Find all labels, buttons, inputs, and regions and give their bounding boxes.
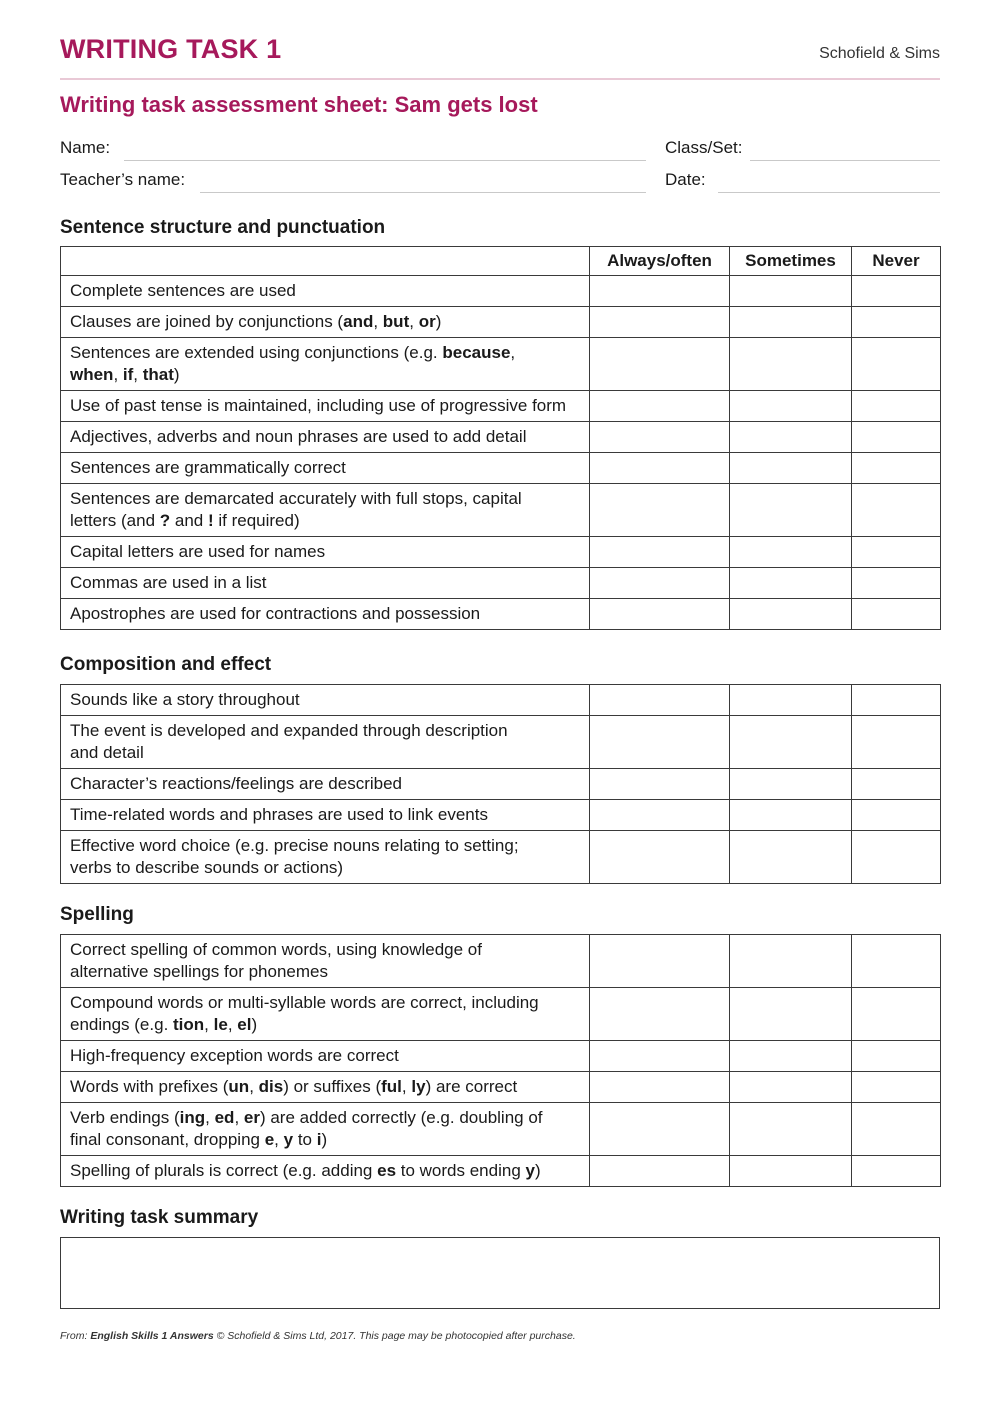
criterion-keyword: or [418, 312, 436, 331]
criteria-row [61, 769, 941, 800]
criterion-text: , [373, 312, 383, 331]
class-field[interactable] [750, 160, 940, 161]
criterion-label [61, 1103, 590, 1156]
criterion-label [61, 484, 590, 537]
criterion-text: Apostrophes are used for contractions and possession [70, 604, 481, 623]
always-often-cell[interactable] [590, 1072, 730, 1103]
never-cell[interactable] [852, 1156, 941, 1187]
criterion-text: , [227, 1015, 238, 1034]
never-cell[interactable] [852, 276, 941, 307]
footer [60, 1330, 576, 1342]
sometimes-cell[interactable] [730, 769, 852, 800]
always-often-cell[interactable] [590, 453, 730, 484]
always-often-cell[interactable] [590, 769, 730, 800]
sentence-table [60, 246, 941, 630]
criterion-keyword: es [377, 1161, 397, 1180]
sometimes-cell[interactable] [730, 453, 852, 484]
criterion-text: , [133, 365, 143, 384]
always-often-cell[interactable] [590, 338, 730, 391]
criterion-text: to words ending [396, 1161, 526, 1180]
criterion-text: Correct spelling of common words, using knowledge of [70, 940, 482, 959]
criteria-header [61, 247, 590, 276]
criteria-row [61, 800, 941, 831]
criterion-keyword: e [264, 1130, 275, 1149]
criterion-text: and [170, 511, 208, 530]
criteria-row [61, 1156, 941, 1187]
criterion-label [61, 307, 590, 338]
criterion-label [61, 276, 590, 307]
sometimes-cell[interactable] [730, 484, 852, 537]
sometimes-cell[interactable] [730, 988, 852, 1041]
criterion-label [61, 537, 590, 568]
criterion-keyword: when [70, 365, 114, 384]
criterion-text: ) or suffixes ( [283, 1077, 382, 1096]
always-often-cell[interactable] [590, 1103, 730, 1156]
always-often-cell[interactable] [590, 685, 730, 716]
always-often-cell[interactable] [590, 1041, 730, 1072]
footer-prefix: From: [60, 1330, 91, 1342]
sometimes-cell[interactable] [730, 338, 852, 391]
criterion-text: Adjectives, adverbs and noun phrases are used to add detail [70, 427, 527, 446]
criterion-label [61, 800, 590, 831]
sheet-title: Writing task assessment sheet: Sam gets lost [60, 92, 538, 117]
always-often-cell[interactable] [590, 831, 730, 884]
column-header-row [61, 247, 941, 276]
criteria-row [61, 422, 941, 453]
criterion-text: ) [435, 312, 442, 331]
always-often-header: Always/often [590, 247, 730, 276]
name-label: Name: [60, 138, 111, 157]
spelling-table [60, 934, 941, 1187]
criteria-row [61, 935, 941, 988]
criteria-row [61, 599, 941, 630]
always-often-cell[interactable] [590, 537, 730, 568]
criterion-keyword: y [283, 1130, 294, 1149]
criterion-text: Compound words or multi-syllable words are correct, including [70, 993, 539, 1012]
never-cell[interactable] [852, 391, 941, 422]
criteria-row [61, 1041, 941, 1072]
sometimes-cell[interactable] [730, 685, 852, 716]
criterion-label [61, 568, 590, 599]
composition-table [60, 684, 941, 884]
criterion-text: Complete sentences are used [70, 281, 296, 300]
criteria-row [61, 1072, 941, 1103]
criterion-text: , [113, 365, 123, 384]
sometimes-cell[interactable] [730, 831, 852, 884]
criterion-text: ) are correct [425, 1077, 518, 1096]
always-often-cell[interactable] [590, 307, 730, 338]
criterion-label [61, 391, 590, 422]
criterion-text: verbs to describe sounds or actions) [70, 858, 344, 877]
date-field[interactable] [718, 192, 940, 193]
criterion-label [61, 453, 590, 484]
criterion-text: The event is developed and expanded through description [70, 721, 508, 740]
criterion-label [61, 769, 590, 800]
criteria-row [61, 484, 941, 537]
name-field[interactable] [124, 160, 646, 161]
sometimes-cell[interactable] [730, 568, 852, 599]
sometimes-cell[interactable] [730, 1041, 852, 1072]
always-often-cell[interactable] [590, 276, 730, 307]
never-cell[interactable] [852, 568, 941, 599]
criterion-text: , [401, 1077, 412, 1096]
never-cell[interactable] [852, 935, 941, 988]
criterion-text: Sounds like a story throughout [70, 690, 300, 709]
criterion-label [61, 1041, 590, 1072]
criterion-text: Sentences are grammatically correct [70, 458, 346, 477]
sometimes-cell[interactable] [730, 422, 852, 453]
criterion-text: ) [321, 1130, 328, 1149]
criteria-row [61, 988, 941, 1041]
never-cell[interactable] [852, 338, 941, 391]
criteria-row [61, 831, 941, 884]
criterion-text: endings (e.g. [70, 1015, 174, 1034]
criterion-text: letters (and [70, 511, 160, 530]
criterion-text: Character’s reactions/feelings are described [70, 774, 402, 793]
criteria-row [61, 685, 941, 716]
criterion-keyword: i [316, 1130, 322, 1149]
sometimes-cell[interactable] [730, 599, 852, 630]
always-often-cell[interactable] [590, 800, 730, 831]
spelling-section-heading: Spelling [60, 904, 134, 925]
composition-section-heading: Composition and effect [60, 654, 272, 675]
page-header [60, 34, 940, 80]
criterion-label [61, 338, 590, 391]
sometimes-cell[interactable] [730, 276, 852, 307]
criterion-label [61, 599, 590, 630]
always-often-cell[interactable] [590, 935, 730, 988]
criterion-text: , [249, 1077, 259, 1096]
criterion-text: and detail [70, 743, 144, 762]
criterion-text: Use of past tense is maintained, including use of progressive form [70, 396, 567, 415]
criterion-label [61, 685, 590, 716]
criterion-keyword: and [343, 312, 374, 331]
always-often-cell[interactable] [590, 1156, 730, 1187]
sometimes-cell[interactable] [730, 800, 852, 831]
teacher-field[interactable] [200, 192, 646, 193]
criterion-keyword: ly [411, 1077, 426, 1096]
criterion-text: final consonant, dropping [70, 1130, 265, 1149]
never-cell[interactable] [852, 769, 941, 800]
criterion-text: Sentences are demarcated accurately with full stops, capital [70, 489, 522, 508]
never-cell[interactable] [852, 1103, 941, 1156]
criterion-text: Spelling of plurals is correct (e.g. adding [70, 1161, 378, 1180]
criterion-text: Commas are used in a list [70, 573, 267, 592]
criterion-keyword: ! [207, 511, 214, 530]
always-often-cell[interactable] [590, 391, 730, 422]
criterion-text: ) are added correctly (e.g. doubling of [259, 1108, 543, 1127]
criterion-keyword: ? [159, 511, 171, 530]
never-cell[interactable] [852, 1072, 941, 1103]
criterion-keyword: dis [258, 1077, 284, 1096]
criterion-text: High-frequency exception words are correct [70, 1046, 399, 1065]
never-cell[interactable] [852, 1041, 941, 1072]
criterion-text: to [293, 1130, 317, 1149]
never-cell[interactable] [852, 422, 941, 453]
always-often-cell[interactable] [590, 484, 730, 537]
never-cell[interactable] [852, 453, 941, 484]
criterion-label [61, 988, 590, 1041]
footer-book-title: English Skills 1 Answers [90, 1330, 214, 1342]
sometimes-cell[interactable] [730, 307, 852, 338]
criterion-label [61, 831, 590, 884]
criterion-text: Verb endings ( [70, 1108, 180, 1127]
criterion-keyword: un [228, 1077, 250, 1096]
never-cell[interactable] [852, 800, 941, 831]
criteria-row [61, 1103, 941, 1156]
never-cell[interactable] [852, 537, 941, 568]
criterion-text: ) [173, 365, 180, 384]
never-cell[interactable] [852, 831, 941, 884]
criterion-text: ) [251, 1015, 258, 1034]
criterion-keyword: ing [179, 1108, 206, 1127]
criterion-keyword: but [382, 312, 410, 331]
criterion-text: if required) [213, 511, 300, 530]
criterion-keyword: tion [173, 1015, 205, 1034]
sometimes-header: Sometimes [730, 247, 852, 276]
always-often-cell[interactable] [590, 716, 730, 769]
never-header: Never [852, 247, 941, 276]
sometimes-cell[interactable] [730, 935, 852, 988]
criterion-label [61, 935, 590, 988]
criterion-keyword: ed [214, 1108, 235, 1127]
criterion-text: Words with prefixes ( [70, 1077, 229, 1096]
criterion-text: Clauses are joined by conjunctions ( [70, 312, 344, 331]
criterion-keyword: y [525, 1161, 535, 1180]
never-cell[interactable] [852, 988, 941, 1041]
criterion-label [61, 1156, 590, 1187]
criterion-keyword: ful [381, 1077, 402, 1096]
criteria-row [61, 568, 941, 599]
criterion-text: , [510, 343, 516, 362]
criterion-keyword: le [213, 1015, 228, 1034]
summary-section-heading: Writing task summary [60, 1207, 259, 1228]
date-label: Date: [665, 170, 706, 189]
sometimes-cell[interactable] [730, 391, 852, 422]
criterion-text: ) [534, 1161, 541, 1180]
criterion-keyword: er [243, 1108, 260, 1127]
footer-copyright: © Schofield & Sims Ltd, 2017. This page may be photocopied after purchase. [213, 1330, 576, 1342]
always-often-cell[interactable] [590, 988, 730, 1041]
criterion-keyword: because [442, 343, 511, 362]
criterion-text: , [274, 1130, 284, 1149]
sentence-section-heading: Sentence structure and punctuation [60, 217, 386, 238]
criteria-row [61, 276, 941, 307]
criteria-row [61, 391, 941, 422]
criterion-label [61, 1072, 590, 1103]
criterion-text: , [204, 1015, 214, 1034]
criterion-text: Time-related words and phrases are used to link events [70, 805, 488, 824]
sometimes-cell[interactable] [730, 1156, 852, 1187]
name-class-row [60, 138, 940, 164]
criterion-text: , [409, 312, 419, 331]
never-cell[interactable] [852, 484, 941, 537]
criterion-text: Capital letters are used for names [70, 542, 326, 561]
criteria-row [61, 537, 941, 568]
criterion-keyword: if [122, 365, 134, 384]
criteria-row [61, 307, 941, 338]
criterion-text: Effective word choice (e.g. precise nouns relating to setting; [70, 836, 519, 855]
publisher-name: Schofield & Sims [819, 45, 940, 62]
criterion-label [61, 716, 590, 769]
criterion-text: Sentences are extended using conjunctions (e.g. [70, 343, 443, 362]
sometimes-cell[interactable] [730, 1072, 852, 1103]
never-cell[interactable] [852, 685, 941, 716]
criterion-label [61, 422, 590, 453]
teacher-label: Teacher’s name: [60, 170, 186, 189]
always-often-cell[interactable] [590, 599, 730, 630]
always-often-cell[interactable] [590, 422, 730, 453]
task-title: WRITING TASK 1 [60, 34, 282, 64]
teacher-date-row [60, 170, 940, 196]
criteria-row [61, 338, 941, 391]
class-label: Class/Set: [665, 138, 743, 157]
sometimes-cell[interactable] [730, 1103, 852, 1156]
criterion-text: , [234, 1108, 244, 1127]
sometimes-cell[interactable] [730, 537, 852, 568]
criteria-row [61, 453, 941, 484]
always-often-cell[interactable] [590, 568, 730, 599]
sometimes-cell[interactable] [730, 716, 852, 769]
criterion-keyword: el [237, 1015, 252, 1034]
criteria-row [61, 716, 941, 769]
never-cell[interactable] [852, 307, 941, 338]
criterion-text: , [205, 1108, 215, 1127]
never-cell[interactable] [852, 716, 941, 769]
criterion-keyword: that [142, 365, 174, 384]
criterion-text: alternative spellings for phonemes [70, 962, 328, 981]
never-cell[interactable] [852, 599, 941, 630]
summary-box[interactable] [60, 1237, 940, 1309]
